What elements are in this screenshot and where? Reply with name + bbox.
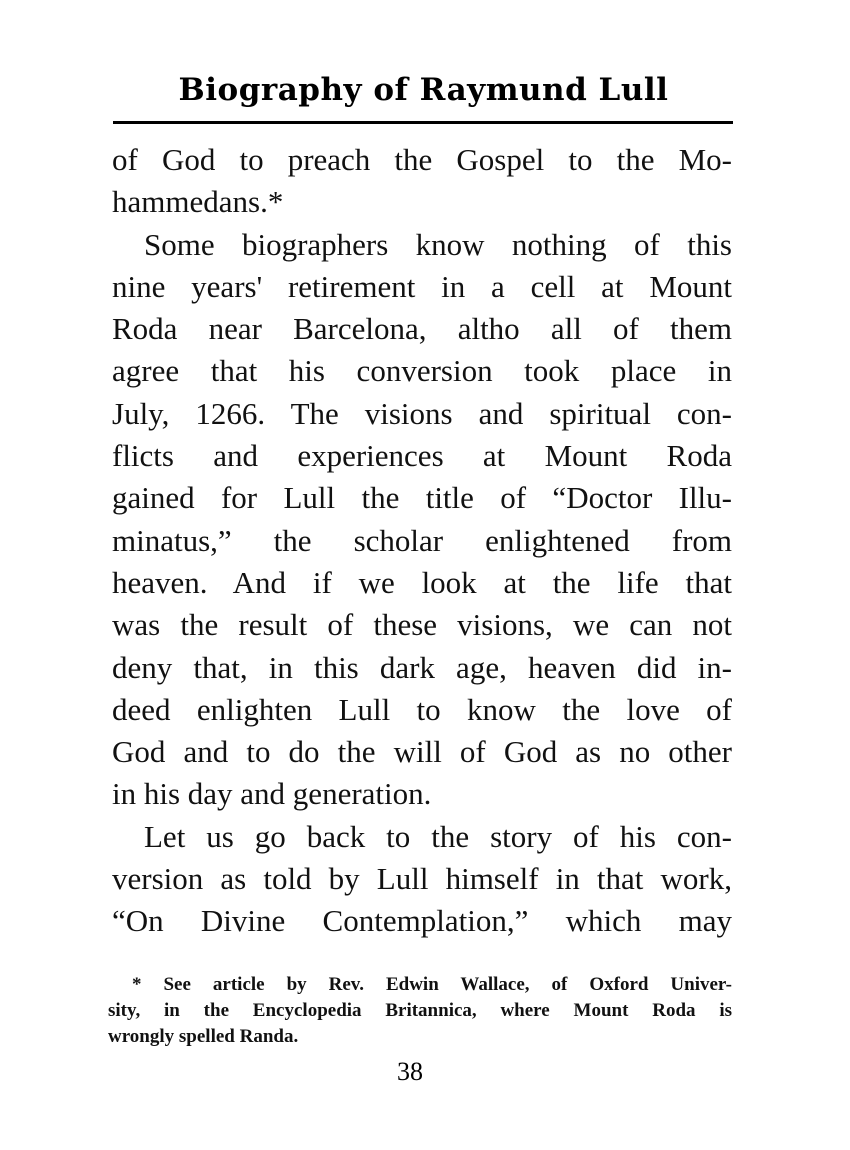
footnote-line: wrongly spelled Randa. bbox=[108, 1026, 299, 1047]
footnote-line: sity, in the Encyclopedia Britannica, where Mount Roda is bbox=[108, 1000, 732, 1021]
body-line: July, 1266. The visions and spiritual con- bbox=[112, 395, 732, 431]
running-head: Biography of Raymund Lull bbox=[178, 72, 669, 108]
footnote-line: * See article by Rev. Edwin Wallace, of Oxford Univer- bbox=[132, 974, 732, 995]
footnote bbox=[108, 972, 732, 1050]
body-line: deny that, in this dark age, heaven did in- bbox=[112, 649, 732, 685]
body-line: agree that his conversion took place in bbox=[112, 353, 732, 389]
body-line: Some biographers know nothing of this bbox=[144, 226, 732, 262]
body-line: gained for Lull the title of “Doctor Illu- bbox=[112, 480, 732, 516]
body-text bbox=[112, 139, 732, 943]
header-rule bbox=[113, 121, 733, 124]
body-line: Let us go back to the story of his con- bbox=[144, 818, 732, 854]
body-line: minatus,” the scholar enlightened from bbox=[112, 522, 732, 558]
page-number: 38 bbox=[397, 1057, 423, 1086]
body-line: was the result of these visions, we can not bbox=[112, 607, 732, 643]
body-line: in his day and generation. bbox=[112, 776, 432, 812]
body-line: flicts and experiences at Mount Roda bbox=[112, 438, 732, 474]
body-line: heaven. And if we look at the life that bbox=[112, 564, 732, 600]
body-line: hammedans.* bbox=[112, 184, 284, 220]
body-line: of God to preach the Gospel to the Mo- bbox=[112, 142, 732, 177]
body-line: deed enlighten Lull to know the love of bbox=[112, 691, 732, 727]
body-line: version as told by Lull himself in that work, bbox=[112, 861, 732, 897]
body-line: “On Divine Contemplation,” which may bbox=[112, 903, 732, 939]
body-line: Roda near Barcelona, altho all of them bbox=[112, 311, 732, 347]
body-line: God and to do the will of God as no other bbox=[112, 734, 732, 770]
body-line: nine years' retirement in a cell at Mount bbox=[112, 268, 732, 304]
